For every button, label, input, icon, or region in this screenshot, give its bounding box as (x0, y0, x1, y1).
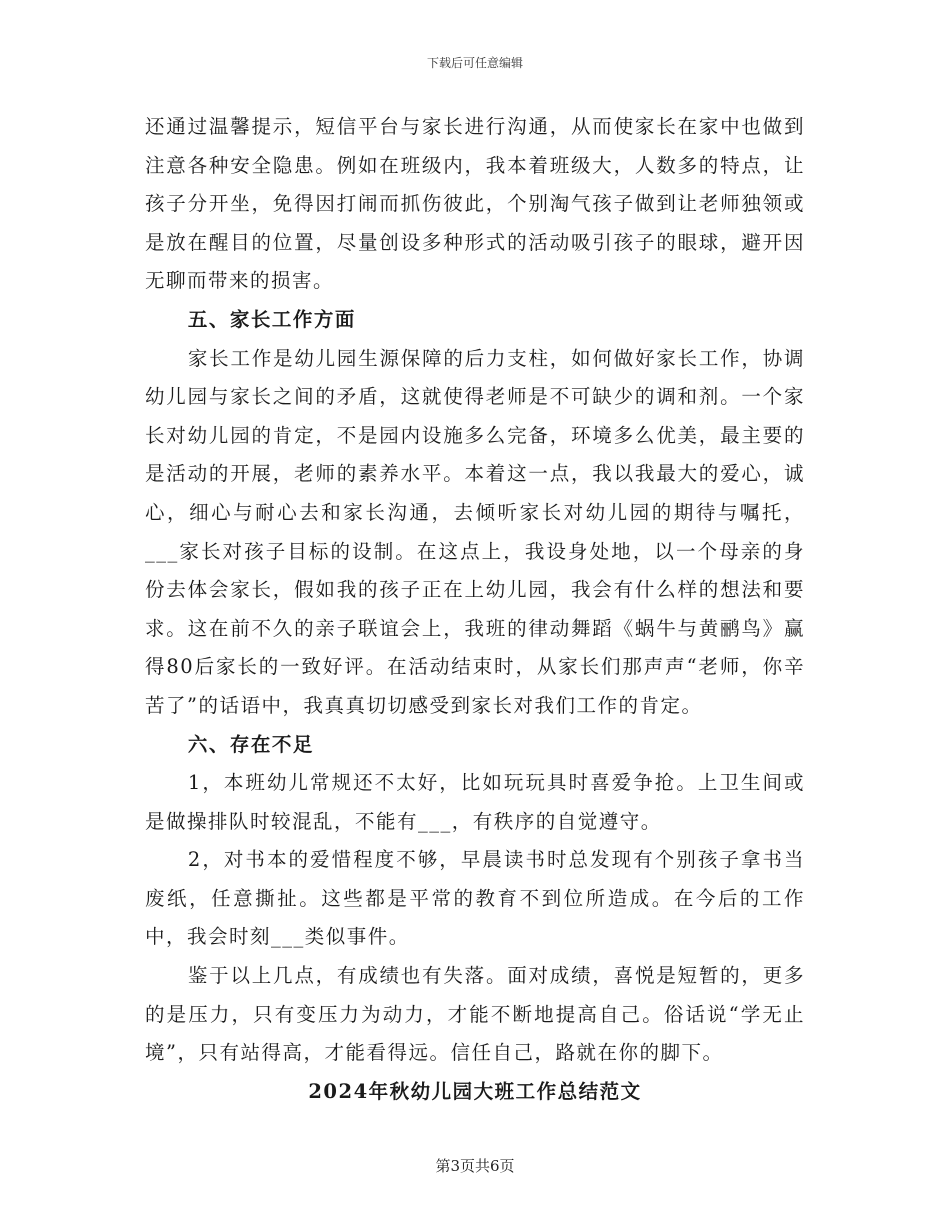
section-heading-shortcomings: 六、存在不足 (187, 732, 314, 756)
paragraph-shortcoming-2: 2，对书本的爱惜程度不够，早晨读书时总发现有个别孩子拿书当废纸，任意撕扯。这些都是平常的教育不到位所造成。在今后的工作中，我会时刻___类似事件。 (145, 848, 805, 949)
section-heading-parent-work: 五、家长工作方面 (187, 307, 356, 331)
next-article-title: 2024年秋幼儿园大班工作总结范文 (308, 1079, 642, 1103)
paragraph-parent-work: 家长工作是幼儿园生源保障的后力支柱，如何做好家长工作，协调幼儿园与家长之间的矛盾，这就使得老师是不可缺少的调和剂。一个家长对幼儿园的肯定，不是园内设施多么完备，环境多么优美，最主要的是活动的开展，老师的素养水平。本着这一点，我以我最大的爱心，诚心，细心与耐心去和家长沟通，去倾听家长对幼儿园的期待与嘱托，___家长对孩子目标的设制。在这点上，我设身处地，以一个母亲的身份去体会家长，假如我的孩子正在上幼儿园，我会有什么样的想法和要求。这在前不久的亲子联谊会上，我班的律动舞蹈《蜗牛与黄鹂鸟》赢得80后家长的一致好评。在活动结束时，从家长们那声声“老师，你辛苦了”的话语中，我真真切切感受到家长对我们工作的肯定。 (145, 346, 805, 717)
page-footer: 第3页共6页 (435, 1157, 515, 1175)
document-body (145, 108, 805, 1111)
paragraph-conclusion: 鉴于以上几点，有成绩也有失落。面对成绩，喜悦是短暂的，更多的是压力，只有变压力为动力，才能不断地提高自己。俗话说“学无止境”，只有站得高，才能看得远。信任自己，路就在你的脚下。 (145, 964, 805, 1065)
page-header: 下载后可任意编辑 (426, 56, 523, 70)
paragraph-shortcoming-1: 1，本班幼儿常规还不太好，比如玩玩具时喜爱争抢。上卫生间或是做操排队时较混乱，不能有___，有秩序的自觉遵守。 (145, 771, 805, 833)
paragraph-safety-continued: 还通过温馨提示，短信平台与家长进行沟通，从而使家长在家中也做到注意各种安全隐患。例如在班级内，我本着班级大，人数多的特点，让孩子分开坐，免得因打闹而抓伤彼此，个别淘气孩子做到让老师独领或是放在醒目的位置，尽量创设多种形式的活动吸引孩子的眼球，避开因无聊而带来的损害。 (145, 115, 805, 293)
